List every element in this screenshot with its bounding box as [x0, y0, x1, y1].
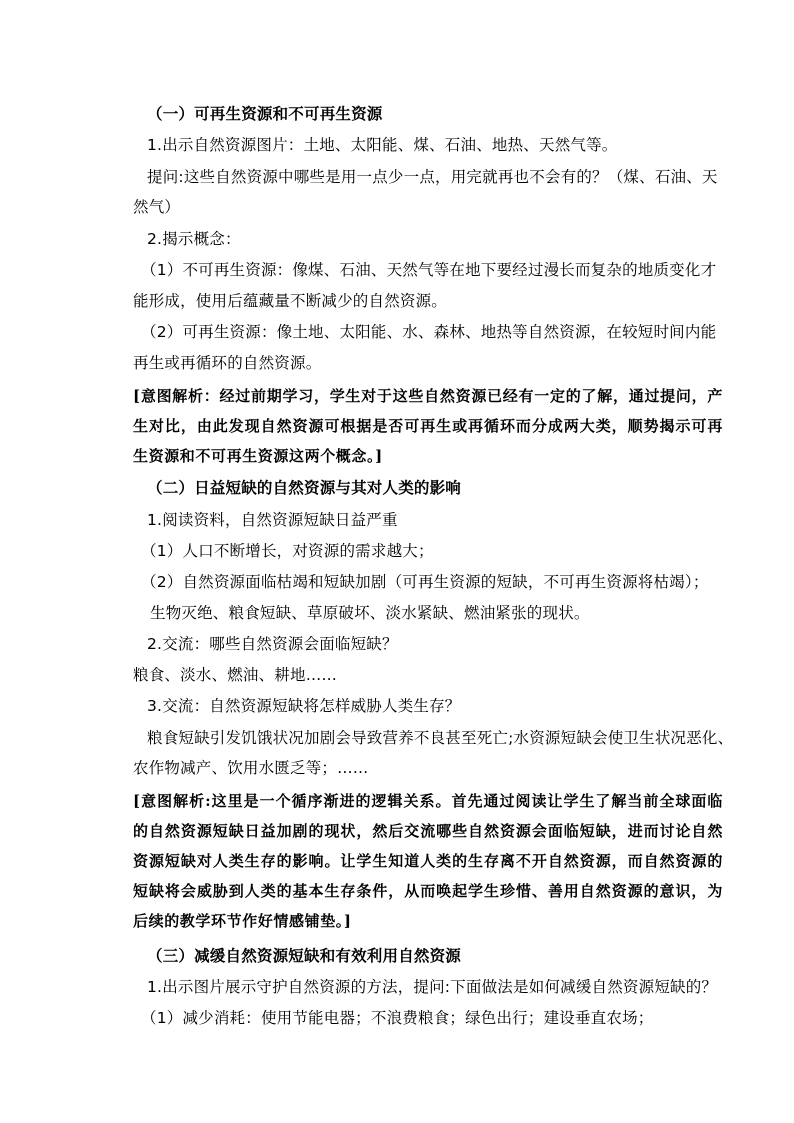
section-2-heading: （二）日益短缺的自然资源与其对人类的影响 [147, 479, 462, 497]
section-1-heading: （一）可再生资源和不可再生资源 [147, 105, 383, 123]
section-2-sub-2-cont: 生物灭绝、粮食短缺、草原破坏、淡水紧缺、燃油紧张的现状。 [150, 604, 590, 622]
concept-1-line-1: （1）不可再生资源：像煤、石油、天然气等在地下要经过漫长而复杂的地质变化才 [141, 261, 717, 279]
intent-note-1: [意图解析：经过前期学习，学生对于这些自然资源已经有一定的了解，通过提问，产生对比，由此发现自然资源可根据是否可再生或再循环而分成两大类，顺势揭示可再生资源和不可再生资源这两个概念。] [133, 387, 723, 465]
section-1-item-1: 1.出示自然资源图片：土地、太阳能、煤、石油、地热、天然气等。 [147, 136, 618, 154]
section-2-item-2: 2.交流：哪些自然资源会面临短缺？ [147, 635, 398, 653]
concept-1-line-2: 能形成，使用后蕴藏量不断减少的自然资源。 [133, 292, 448, 310]
section-3-item-1: 1.出示图片展示守护自然资源的方法，提问:下面做法是如何减缓自然资源短缺的？ [147, 978, 718, 996]
section-2-answer-2: 粮食、淡水、燃油、耕地…… [133, 666, 338, 684]
section-2-item-3: 3.交流：自然资源短缺将怎样威胁人类生存？ [147, 697, 461, 715]
section-1-question-line-1: 提问:这些自然资源中哪些是用一点少一点，用完就再也不会有的？（煤、石油、天 [147, 168, 718, 186]
section-2-item-1: 1.阅读资料，自然资源短缺日益严重 [147, 511, 398, 529]
section-2-sub-2: （2）自然资源面临枯竭和短缺加剧（可再生资源的短缺，不可再生资源将枯竭）； [141, 573, 709, 591]
concept-2-line-1: （2）可再生资源：像土地、太阳能、水、森林、地热等自然资源，在较短时间内能 [141, 323, 717, 341]
concept-2-line-2: 再生或再循环的自然资源。 [133, 354, 322, 372]
section-3-sub-1: （1）减少消耗：使用节能电器；不浪费粮食；绿色出行；建设垂直农场； [141, 1009, 654, 1027]
section-2-answer-3-line-2: 农作物减产、饮用水匮乏等；…… [133, 759, 369, 777]
section-1-question-line-2: 然气） [133, 198, 181, 216]
section-2-sub-1: （1）人口不断增长，对资源的需求越大； [141, 542, 434, 560]
section-3-heading: （三）减缓自然资源短缺和有效利用自然资源 [147, 947, 462, 965]
section-1-item-2: 2.揭示概念： [147, 230, 241, 248]
intent-note-2: [意图解析:这里是一个循序渐进的逻辑关系。首先通过阅读让学生了解当前全球面临的自然资源短缺日益加剧的现状，然后交流哪些自然资源会面临短缺，进而讨论自然资源短缺对人类生存的影响。让学生知道人类的生存离不开自然资源，而自然资源的短缺将会威胁到人类的基本生存条件，从而唤起学生珍惜、善用自然资源的意识，为后续的教学环节作好情感铺垫。] [133, 792, 723, 930]
section-2-answer-3-line-1: 粮食短缺引发饥饿状况加剧会导致营养不良甚至死亡;水资源短缺会使卫生状况恶化、 [147, 729, 734, 747]
